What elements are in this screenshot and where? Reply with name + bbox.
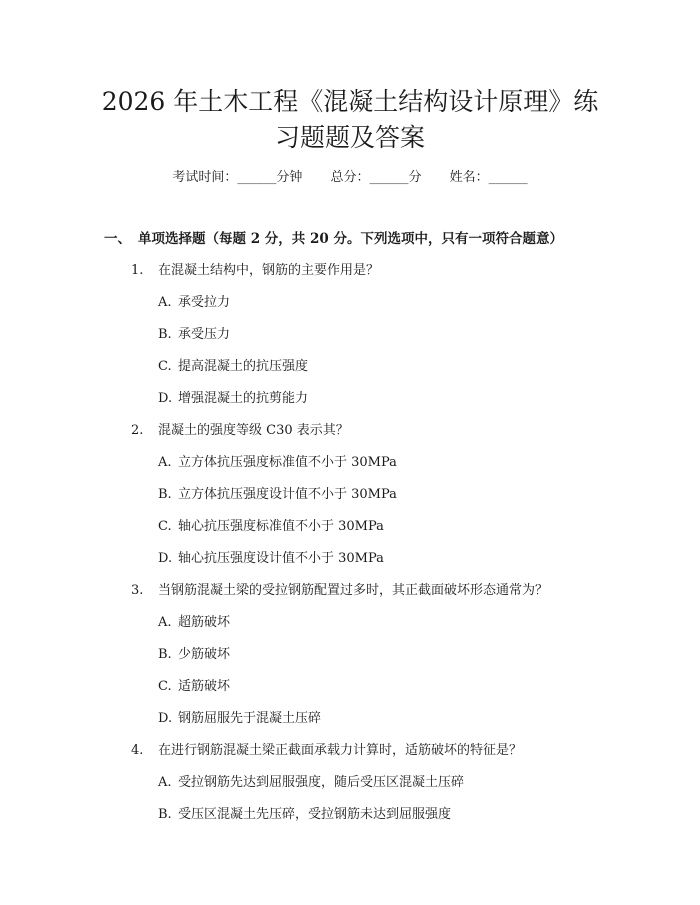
question-number: 2. — [131, 423, 144, 438]
document-title-line-1: 2026 年土木工程《混凝土结构设计原理》练 — [101, 87, 599, 116]
option — [158, 453, 397, 473]
question — [131, 421, 349, 441]
option — [158, 677, 230, 697]
option-letter: B. — [158, 807, 172, 822]
option-text: 立方体抗压强度标准值不小于 30MPa — [178, 455, 397, 470]
section-title: 单项选择题（每题 2 分，共 20 分。下列选项中，只有一项符合题意） — [138, 231, 563, 247]
section-heading — [104, 229, 563, 249]
option-letter: D. — [158, 711, 173, 726]
option-text: 承受压力 — [178, 327, 231, 342]
option-letter: D. — [158, 551, 173, 566]
option-letter: C. — [158, 519, 172, 534]
question-text: 在混凝土结构中，钢筋的主要作用是？ — [158, 263, 380, 278]
question-number: 4. — [131, 743, 144, 758]
option-text: 轴心抗压强度设计值不小于 30MPa — [178, 551, 384, 566]
option-letter: A. — [158, 295, 172, 310]
name-field: 姓名：______ — [449, 170, 528, 185]
question-number: 1. — [131, 263, 144, 278]
option — [158, 517, 384, 537]
document-title-line-2: 习题题及答案 — [274, 123, 425, 152]
exam-meta — [0, 168, 700, 188]
option-letter: B. — [158, 647, 172, 662]
option-letter: A. — [158, 455, 172, 470]
question-text: 当钢筋混凝土梁的受拉钢筋配置过多时，其正截面破坏形态通常为？ — [158, 583, 549, 598]
exam-time-field: 考试时间：______分钟 — [172, 170, 303, 185]
option-letter: C. — [158, 359, 172, 374]
question — [131, 741, 522, 761]
option-letter: B. — [158, 327, 172, 342]
option — [158, 645, 230, 665]
option-text: 适筋破坏 — [178, 679, 231, 694]
question-text: 混凝土的强度等级 C30 表示其？ — [158, 423, 349, 438]
option — [158, 389, 308, 409]
option-text: 钢筋屈服先于混凝土压碎 — [178, 711, 322, 726]
option-letter: D. — [158, 391, 173, 406]
option — [158, 549, 384, 569]
option — [158, 357, 308, 377]
option-text: 增强混凝土的抗剪能力 — [178, 391, 309, 406]
section-number: 一、 — [104, 231, 131, 247]
option-letter: A. — [158, 615, 172, 630]
option — [158, 485, 397, 505]
option-text: 受拉钢筋先达到屈服强度，随后受压区混凝土压碎 — [178, 775, 465, 790]
option-letter: A. — [158, 775, 172, 790]
option — [158, 325, 230, 345]
question-number: 3. — [131, 583, 144, 598]
total-score-field: 总分：______分 — [330, 170, 422, 185]
option — [158, 293, 230, 313]
option-text: 轴心抗压强度标准值不小于 30MPa — [178, 519, 384, 534]
option-text: 承受拉力 — [178, 295, 231, 310]
option-text: 提高混凝土的抗压强度 — [178, 359, 309, 374]
option-letter: B. — [158, 487, 172, 502]
option-text: 立方体抗压强度设计值不小于 30MPa — [178, 487, 397, 502]
option — [158, 773, 464, 793]
question — [131, 581, 548, 601]
option-letter: C. — [158, 679, 172, 694]
question-text: 在进行钢筋混凝土梁正截面承载力计算时，适筋破坏的特征是？ — [158, 743, 523, 758]
option-text: 少筋破坏 — [178, 647, 231, 662]
option-text: 超筋破坏 — [178, 615, 231, 630]
option-text: 受压区混凝土先压碎，受拉钢筋未达到屈服强度 — [178, 807, 452, 822]
option — [158, 805, 451, 825]
option — [158, 709, 321, 729]
option — [158, 613, 230, 633]
question — [131, 261, 379, 281]
